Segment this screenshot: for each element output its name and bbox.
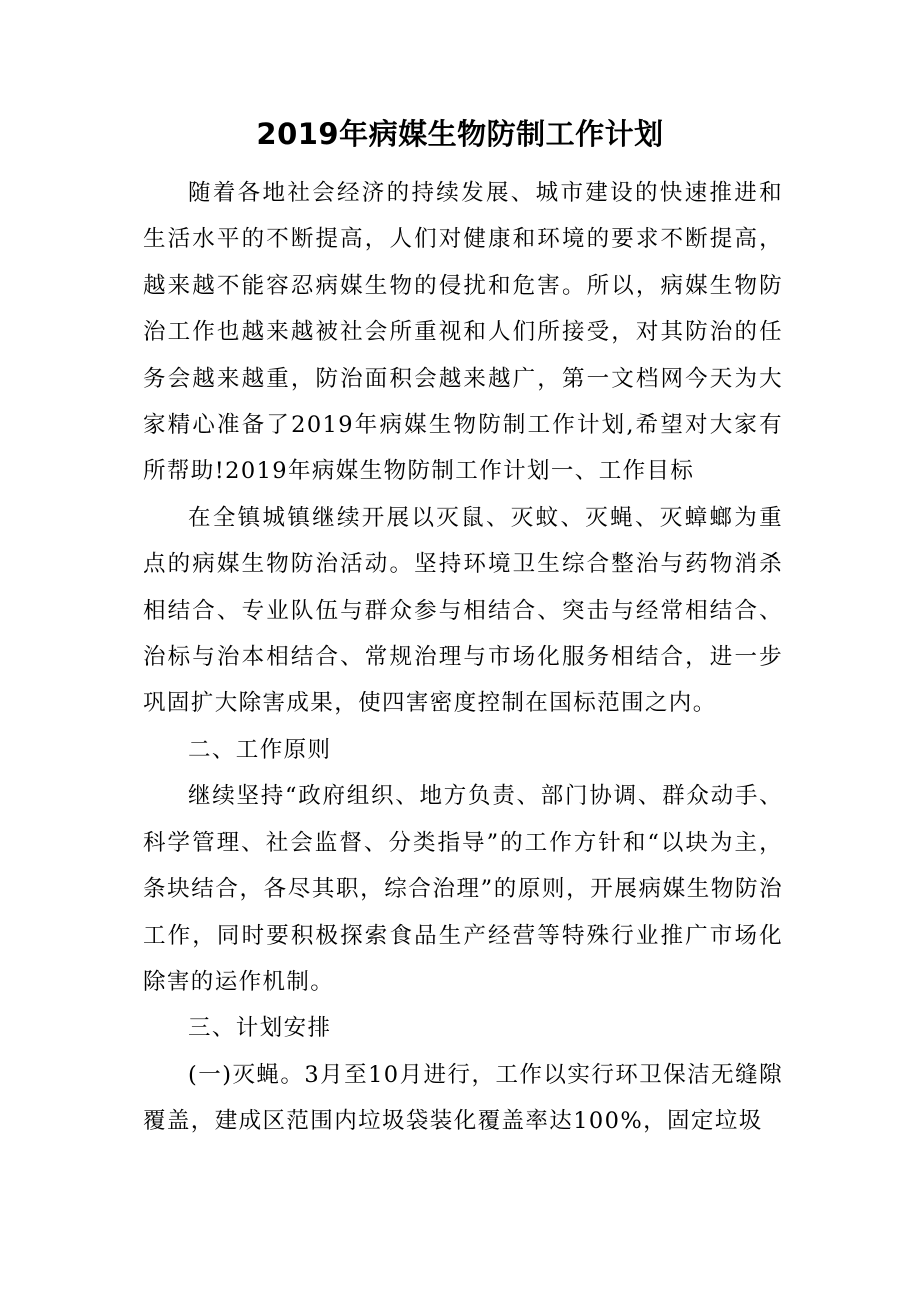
document-title: 2019年病媒生物防制工作计划 (256, 117, 664, 151)
paragraph-intro: 随着各地社会经济的持续发展、城市建设的快速推进和生活水平的不断提高，人们对健康和环境的要求不断提高，越来越不能容忍病媒生物的侵扰和危害。所以，病媒生物防治工作也越来越被社会所重视和人们所接受，对其防治的任务会越来越重，防治面积会越来越广，第一文档网今天为大家精心准备了2019年病媒生物防制工作计划,希望对大家有所帮助!2019年病媒生物防制工作计划一、工作目标 (143, 180, 783, 485)
paragraph-fly-control: (一)灭蝇。3月至10月进行，工作以实行环卫保洁无缝隙覆盖，建成区范围内垃圾袋装化覆盖率达100%，固定垃圾 (143, 1061, 783, 1135)
section-heading-plan: 三、计划安排 (188, 1015, 332, 1042)
document-body (143, 170, 783, 1145)
section-heading-principles: 二、工作原则 (188, 736, 332, 763)
paragraph-work-goal: 在全镇城镇继续开展以灭鼠、灭蚊、灭蝇、灭蟑螂为重点的病媒生物防治活动。坚持环境卫生综合整治与药物消杀相结合、专业队伍与群众参与相结合、突击与经常相结合、治标与治本相结合、常规治理与市场化服务相结合，进一步巩固扩大除害成果，使四害密度控制在国标范围之内。 (143, 504, 783, 717)
paragraph-principles: 继续坚持“政府组织、地方负责、部门协调、群众动手、科学管理、社会监督、分类指导”的工作方针和“以块为主，条块结合，各尽其职，综合治理”的原则，开展病媒生物防治工作，同时要积极探索食品生产经营等特殊行业推广市场化除害的运作机制。 (143, 783, 783, 995)
